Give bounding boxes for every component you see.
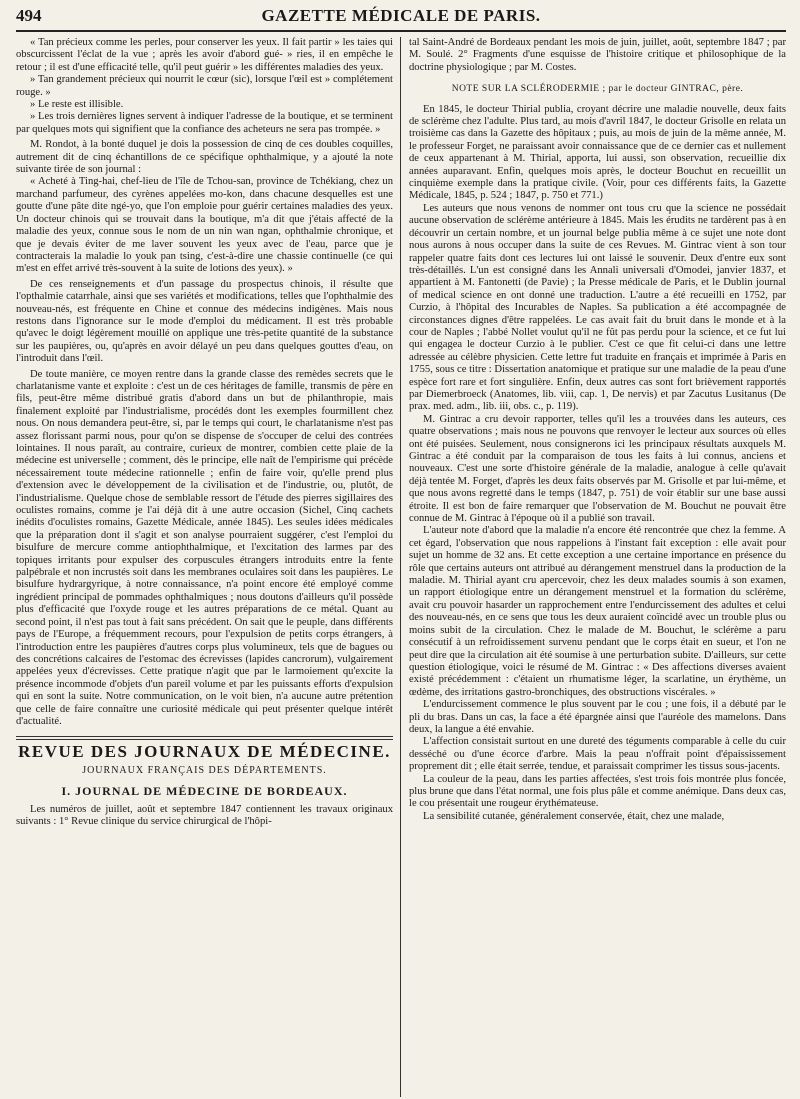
revue-subtitle: JOURNAUX FRANÇAIS DES DÉPARTEMENTS. [82,764,327,776]
running-head: GAZETTE MÉDICALE DE PARIS. [261,6,541,25]
text-columns [16,37,786,1097]
paragraph: « Acheté à Ting-hai, chef-lieu de l'île de Tchou-san, province de Tchékiang, chez un marchand parfumeur, des cyrènes appelées mo-kon, dans chacune desquelles est une goutte d'une pâte dite ngé-yo, que l'on emploie pour guérir certaines maladies des yeux. Un docteur chinois qui se trouvait dans la boutique, m'a dit que j'étais affecté de la maladie des yeux, connue sous le nom de un nin wan ngan, ophthalmie chronique, et que je devais éviter de me laver souvent les yeux avec de l'eau, parce que je contracterais la maladie lo youk pan tsing, c'est-à-dire une chassie continuelle (ce qui m'est en effet arrivé très-souvent à la suite de lotions des yeux). » [16,176,393,275]
right-column [401,37,786,1097]
paragraph: M. Gintrac a cru devoir rapporter, telles qu'il les a trouvées dans les auteurs, ces quatre observations ; mais nous ne pouvons que renvoyer le lecteur aux sources où elles ont été puisées. Seulement, nous consignerons ici les principaux résultats auxquels M. Gintrac a été conduit par la comparaison de tous les faits à lui connus, anciens et nouveaux. C'est une sorte d'histoire générale de la maladie, analogue à celle qu'avait déjà tentée M. Forget, d'après les deux faits observés par M. Grisolle et par lui-même, et que nous avons regretté dans le temps (1847, p. 751) de voir établir sur une base aussi étroite. Il est bon de faire remarquer que l'observation de M. Bouchut ne pouvait être connue de M. Gintrac à l'époque où il a publié son travail. [409,413,786,525]
paragraph: « Tan précieux comme les perles, pour conserver les yeux. Il fait partir » les taies qui obscurcissent l'éclat de la vue ; après les avoir d'abord gué- » ries, il en empêche le retour ; il est d'une efficacité telle, qu'il peut guérir » les différentes maladies des yeux. [16,37,393,73]
note-title: NOTE SUR LA SCLÉRODERMIE ; par le docteur GINTRAC, père. [451,84,744,95]
page-header [16,6,786,32]
paragraph: » Les trois dernières lignes servent à indiquer l'adresse de la boutique, et se terminent par quelques mots qui signifient que la confiance des acheteurs ne sera pas trompée. » [16,111,393,135]
journal-intro: Les numéros de juillet, août et septembre 1847 contiennent les travaux originaux suivants : 1° Revue clinique du service chirurgical de l'hôpi- [16,803,393,827]
paragraph: En 1845, le docteur Thirial publia, croyant décrire une maladie nouvelle, deux faits de sclérème chez l'adulte. Plus tard, au mois d'avril 1847, le docteur Grisolle en relata un troisième cas dans la Gazette des hôpitaux ; puis, au mois de juin de la même année, M. le professeur Forget, ne paraissant avoir connaissance que de ce dernier cas et nullement de ceux appartenant à M. Thirial, apporta, lui aussi, son observation, recueillie dix années auparavant. Enfin, quelques mois après, le docteur Bouchut en recueillit un cinquième exemple dans la pratique civile. (Voir, pour ces différents faits, la Gazette Médicale, 1845, p. 524 ; 1847, p. 750 et 771.) [409,103,786,202]
paragraph: La couleur de la peau, dans les parties affectées, s'est trois fois montrée plus foncée, plus brune que dans l'état normal, une fois plus pâle et comme anémique. Dans deux cas, le cou présentait une rougeur érythémateuse. [409,773,786,810]
paragraph: » Le reste est illisible. [30,99,124,111]
paragraph: » Tan grandement précieux qui nourrit le cœur (sic), lorsque l'œil est » complétement rouge. » [16,74,393,98]
paragraph: tal Saint-André de Bordeaux pendant les mois de juin, juillet, août, septembre 1847 ; par M. Soulé. 2° Fragments d'une esquisse de l'histoire critique et philosophique de la doctrine physiologique ; par M. Costes. [409,37,786,73]
section-divider [16,736,393,740]
paragraph: L'auteur note d'abord que la maladie n'a encore été rencontrée que chez la femme. A cet égard, l'observation que nous rappelions à l'instant fait exception : elle avait pour sujet un homme de 32 ans. Et cette exception a une certaine importance en présence du rôle que certains auteurs ont attribué au dérangement menstruel dans la production de la maladie. M. Thirial ayant cru apercevoir, chez les deux malades soumis à son examen, un rapport étiologique entre un dérangement menstruel et la formation du sclérème, avait cru pouvoir hasarder un rapprochement entre l'endurcissement des adultes et celui des nouveau-nés, en ce sens que tous les deux auraient coïncidé avec un trouble plus ou moins subit de la circulation. Chez le malade de M. Bouchut, le sclérème a paru consécutif à un refroidissement survenu pendant que le corps était en sueur, et l'on ne peut dire que la circulation ait été soumise à une perturbation subite. D'ailleurs, sur cette question étiologique, voici le résumé de M. Gintrac : « Des affections diverses avaient existé précédemment : c'étaient un rhumatisme léger, la scarlatine, un érythème, un œdème, des irritations gastro-bronchiques, des obstructions viscérales. » [409,525,786,698]
paragraph: Les auteurs que nous venons de nommer ont tous cru que la science ne possédait aucune observation de sclérème antérieure à 1845. Mais les érudits ne tardèrent pas à en découvrir un certain nombre, et un journal belge publia même à ce sujet une note dont nous aurons à nous occuper dans la suite de ces Revues. M. Gintrac vient à son tour rappeler quatre faits dont ces lectures lui ont laissé le souvenir. Deux d'entre eux sont très-détaillés. L'un est consigné dans les Annali universali d'Omodei, janvier 1837, et appartient à M. Fantonetti (de Pavie) ; la Presse médicale de Paris, et le Dublin journal of medical science en ont donné une traduction. L'autre a été recueilli en 1752, par Curzio, à l'hôpital des Incurables de Naples. Sa publication a été accompagnée de circonstances dignes d'être rappelées. Le cas avait fait du bruit dans le monde et à la cour de Naples ; l'abbé Nollet voulut qu'il ne fût pas perdu pour la science, et ce fut lui qui engagea le docteur Curzio à le publier. C'est ce que fit celui-ci dans une lettre adressée au célèbre physicien. Cette lettre fut traduite en français et imprimée à Paris en 1755, sous ce titre : Dissertation anatomique et pratique sur une maladie de la peau d'une espèce fort rare et fort singulière. Enfin, deux autres cas sont fort brièvement rapportés par Diemerbroeck (Anatomes, lib. viii, cap. 1, De nervis) et par Zacutus Lusitanus (De prax. med. adm., lib. iii, obs. c., p. 119). [409,202,786,413]
journal-title: I. JOURNAL DE MÉDECINE DE BORDEAUX. [61,784,348,799]
paragraph: De toute manière, ce moyen rentre dans la grande classe des remèdes secrets que le charlatanisme vante et exploite : c'est un de ces héritages de famille, transmis de père en fils, peut-être même distribué gratis d'abord dans un but de philanthropie, mais finalement exploité par l'industrialisme, procédés dont les exemples fourmillent chez nous. On nous demandera peut-être, si, par le temps qui court, le charlatanisme n'est pas assez florissant parmi nous, pour qu'on se dispense de s'occuper de celui des contrées lointaines. Il nous paraît, au contraire, curieux de montrer, combien cette plaie de la médecine est universelle ; comment, dès le principe, elle naît de l'empirisme qui précède nécessairement toute médecine rationnelle ; enfin de faire voir, qu'elle prend plus d'extension avec le développement de la civilisation et de l'industrie, ou, plutôt, de l'industrialisme. Quelque chose de semblable ressort de l'étude des pierres sigillaires des oculistes romains, comme je l'ai déjà dit à une autre occasion (Sichel, Cinq cachets inédits d'oculistes romains, Gazette Médicale, année 1845). Les seules idées médicales que la préparation dont il s'agit et son analyse pourraient suggérer, c'est l'emploi du bisulfure de mercure comme antiophthalmique, et l'excitation des larmes par des topiques irritants pour expulser des corpuscules étrangers introduits entre la fente palpébrale et non incrustés soit dans les membranes oculaires soit dans les paupières. Le bisulfure hydrargyrique, à notre connaissance, n'a point encore été employé comme ingrédient principal de pommades ophthalmiques ; nous doutons d'ailleurs qu'il possède plus d'efficacité que l'oxyde rouge et les autres préparations de ce métal. Quant au second point, il n'est pas tout à fait sans précédent. On sait que le peuple, dans différents pays de l'Europe, a fréquemment recours, pour l'expulsion de petits corps étrangers, à l'introduction entre les paupières d'autres corps plus volumineux, tels que de bagues ou des concrétions calcaires de l'estomac des écrevisses (lapides cancrorum), vulgairement appelées yeux d'écrevisses. Cette pratique n'agit que par le larmoiement qu'excite la présence incommode d'objets d'un pareil volume et par les puissants efforts d'expulsion qui en sont la suite. Notre communication, on le voit bien, n'a aucune autre prétention que celle de faire connaître une curiosité médicale qui peut présenter quelque intérêt d'actualité. [16,368,393,727]
revue-title: REVUE DES JOURNAUX DE MÉDECINE. [18,742,391,762]
paragraph: La sensibilité cutanée, généralement conservée, était, chez une malade, [423,810,725,822]
page-number: 494 [16,6,42,25]
paragraph: De ces renseignements et d'un passage du prospectus chinois, il résulte que l'opthalmie catarrhale, ainsi que ses variétés et modifications, telles que l'ophthalmie des nouveau-nés, est fréquente en Chine et connue des médecins indigènes. Mais nous restons dans l'ignorance sur le mode d'emploi du médicament. Il est très probable qu'avec le doigt légèrement mouillé on applique une très-petite quantité de la substance sur les paupières, ou, qu'après en avoir délayé un peu dans quelques gouttes d'eau, on l'introduit dans l'œil. [16,278,393,365]
paragraph: L'endurcissement commence le plus souvent par le cou ; une fois, il a débuté par le pli du bras. Dans un cas, la face a été épargnée ainsi que l'auréole des mamelons. Dans deux, la langue a été envahie. [409,699,786,735]
left-column [16,37,401,1097]
paragraph: M. Rondot, à la bonté duquel je dois la possession de cinq de ces doubles coquilles, autrement dit de cinq échantillons de ce spécifique ophthalmique, y a ajouté la note suivante tirée de son journal : [16,139,393,176]
paragraph: L'affection consistait surtout en une dureté des téguments comparable à celle du cuir desséché ou d'une écorce d'arbre. Mais la peau n'offrait point d'épaississement proprement dit ; elle était serrée, tendue, et paraissait comprimer les tissus sous-jacents. [409,736,786,773]
